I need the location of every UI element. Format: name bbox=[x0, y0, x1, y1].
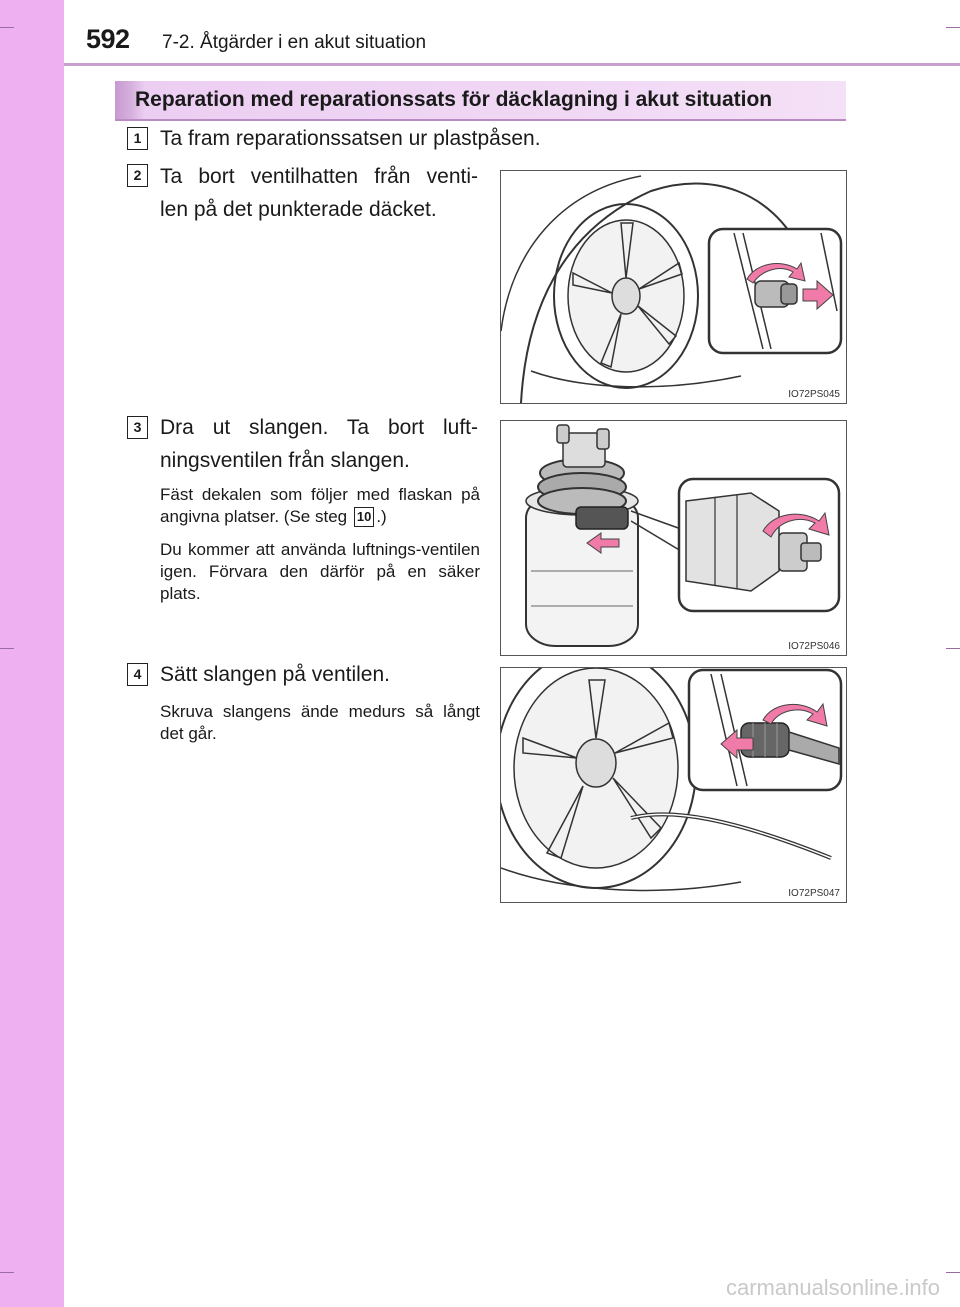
step-2-line-1: Ta bort ventilhatten från venti- bbox=[160, 165, 478, 188]
crop-mark bbox=[0, 27, 14, 28]
crop-mark bbox=[946, 648, 960, 649]
step-4-note: Skruva slangens ände medurs så långt det går. bbox=[160, 702, 480, 743]
step-2-line-2: len på det punkterade däcket. bbox=[160, 198, 437, 221]
step-3-note-1 bbox=[160, 484, 480, 528]
figure-code: IO72PS045 bbox=[788, 389, 840, 400]
page-number: 592 bbox=[86, 24, 130, 54]
hose-on-valve-illustration bbox=[501, 668, 846, 902]
step-1-text: Ta fram reparationssatsen ur plastpåsen. bbox=[160, 127, 541, 150]
step-number-2: 2 bbox=[127, 164, 148, 187]
chapter-title: 7-2. Åtgärder i en akut situation bbox=[162, 32, 427, 53]
figure-code: IO72PS047 bbox=[788, 888, 840, 899]
section-header bbox=[115, 81, 846, 121]
watermark-text: carmanualsonline.info bbox=[725, 1275, 940, 1300]
wheel-valve-cap-illustration bbox=[501, 171, 846, 403]
crop-mark bbox=[946, 27, 960, 28]
step-number-1: 1 bbox=[127, 127, 148, 150]
step-number-4: 4 bbox=[127, 663, 148, 686]
step-3-note-1-text: Fäst dekalen som följer med flaskan på angivna platser. (Se steg bbox=[160, 485, 480, 526]
step-3-line-2: ningsventilen från slangen. bbox=[160, 449, 410, 472]
step-reference-badge: 10 bbox=[354, 507, 374, 527]
step-3-text bbox=[160, 411, 478, 477]
step-4-text: Sätt slangen på ventilen. bbox=[160, 663, 390, 686]
step-3-note-1-end: .) bbox=[376, 507, 387, 526]
figure-remove-air-valve bbox=[500, 420, 847, 656]
crop-mark bbox=[0, 1272, 14, 1273]
figure-attach-hose bbox=[500, 667, 847, 903]
crop-mark bbox=[946, 1272, 960, 1273]
figure-remove-valve-cap bbox=[500, 170, 847, 404]
header-rule bbox=[64, 63, 960, 66]
figure-code: IO72PS046 bbox=[788, 641, 840, 652]
crop-mark bbox=[0, 648, 14, 649]
step-3-note-2: Du kommer att använda luftnings-ventilen igen. Förvara den därför på en säker plats. bbox=[160, 540, 480, 603]
step-3-line-1: Dra ut slangen. Ta bort luft- bbox=[160, 416, 478, 439]
step-2-text bbox=[160, 160, 478, 226]
side-margin-band bbox=[0, 0, 64, 1307]
section-title: Reparation med reparationssats för däcklagning i akut situation bbox=[135, 88, 773, 111]
bottle-hose-illustration bbox=[501, 421, 846, 655]
step-number-3: 3 bbox=[127, 416, 148, 439]
